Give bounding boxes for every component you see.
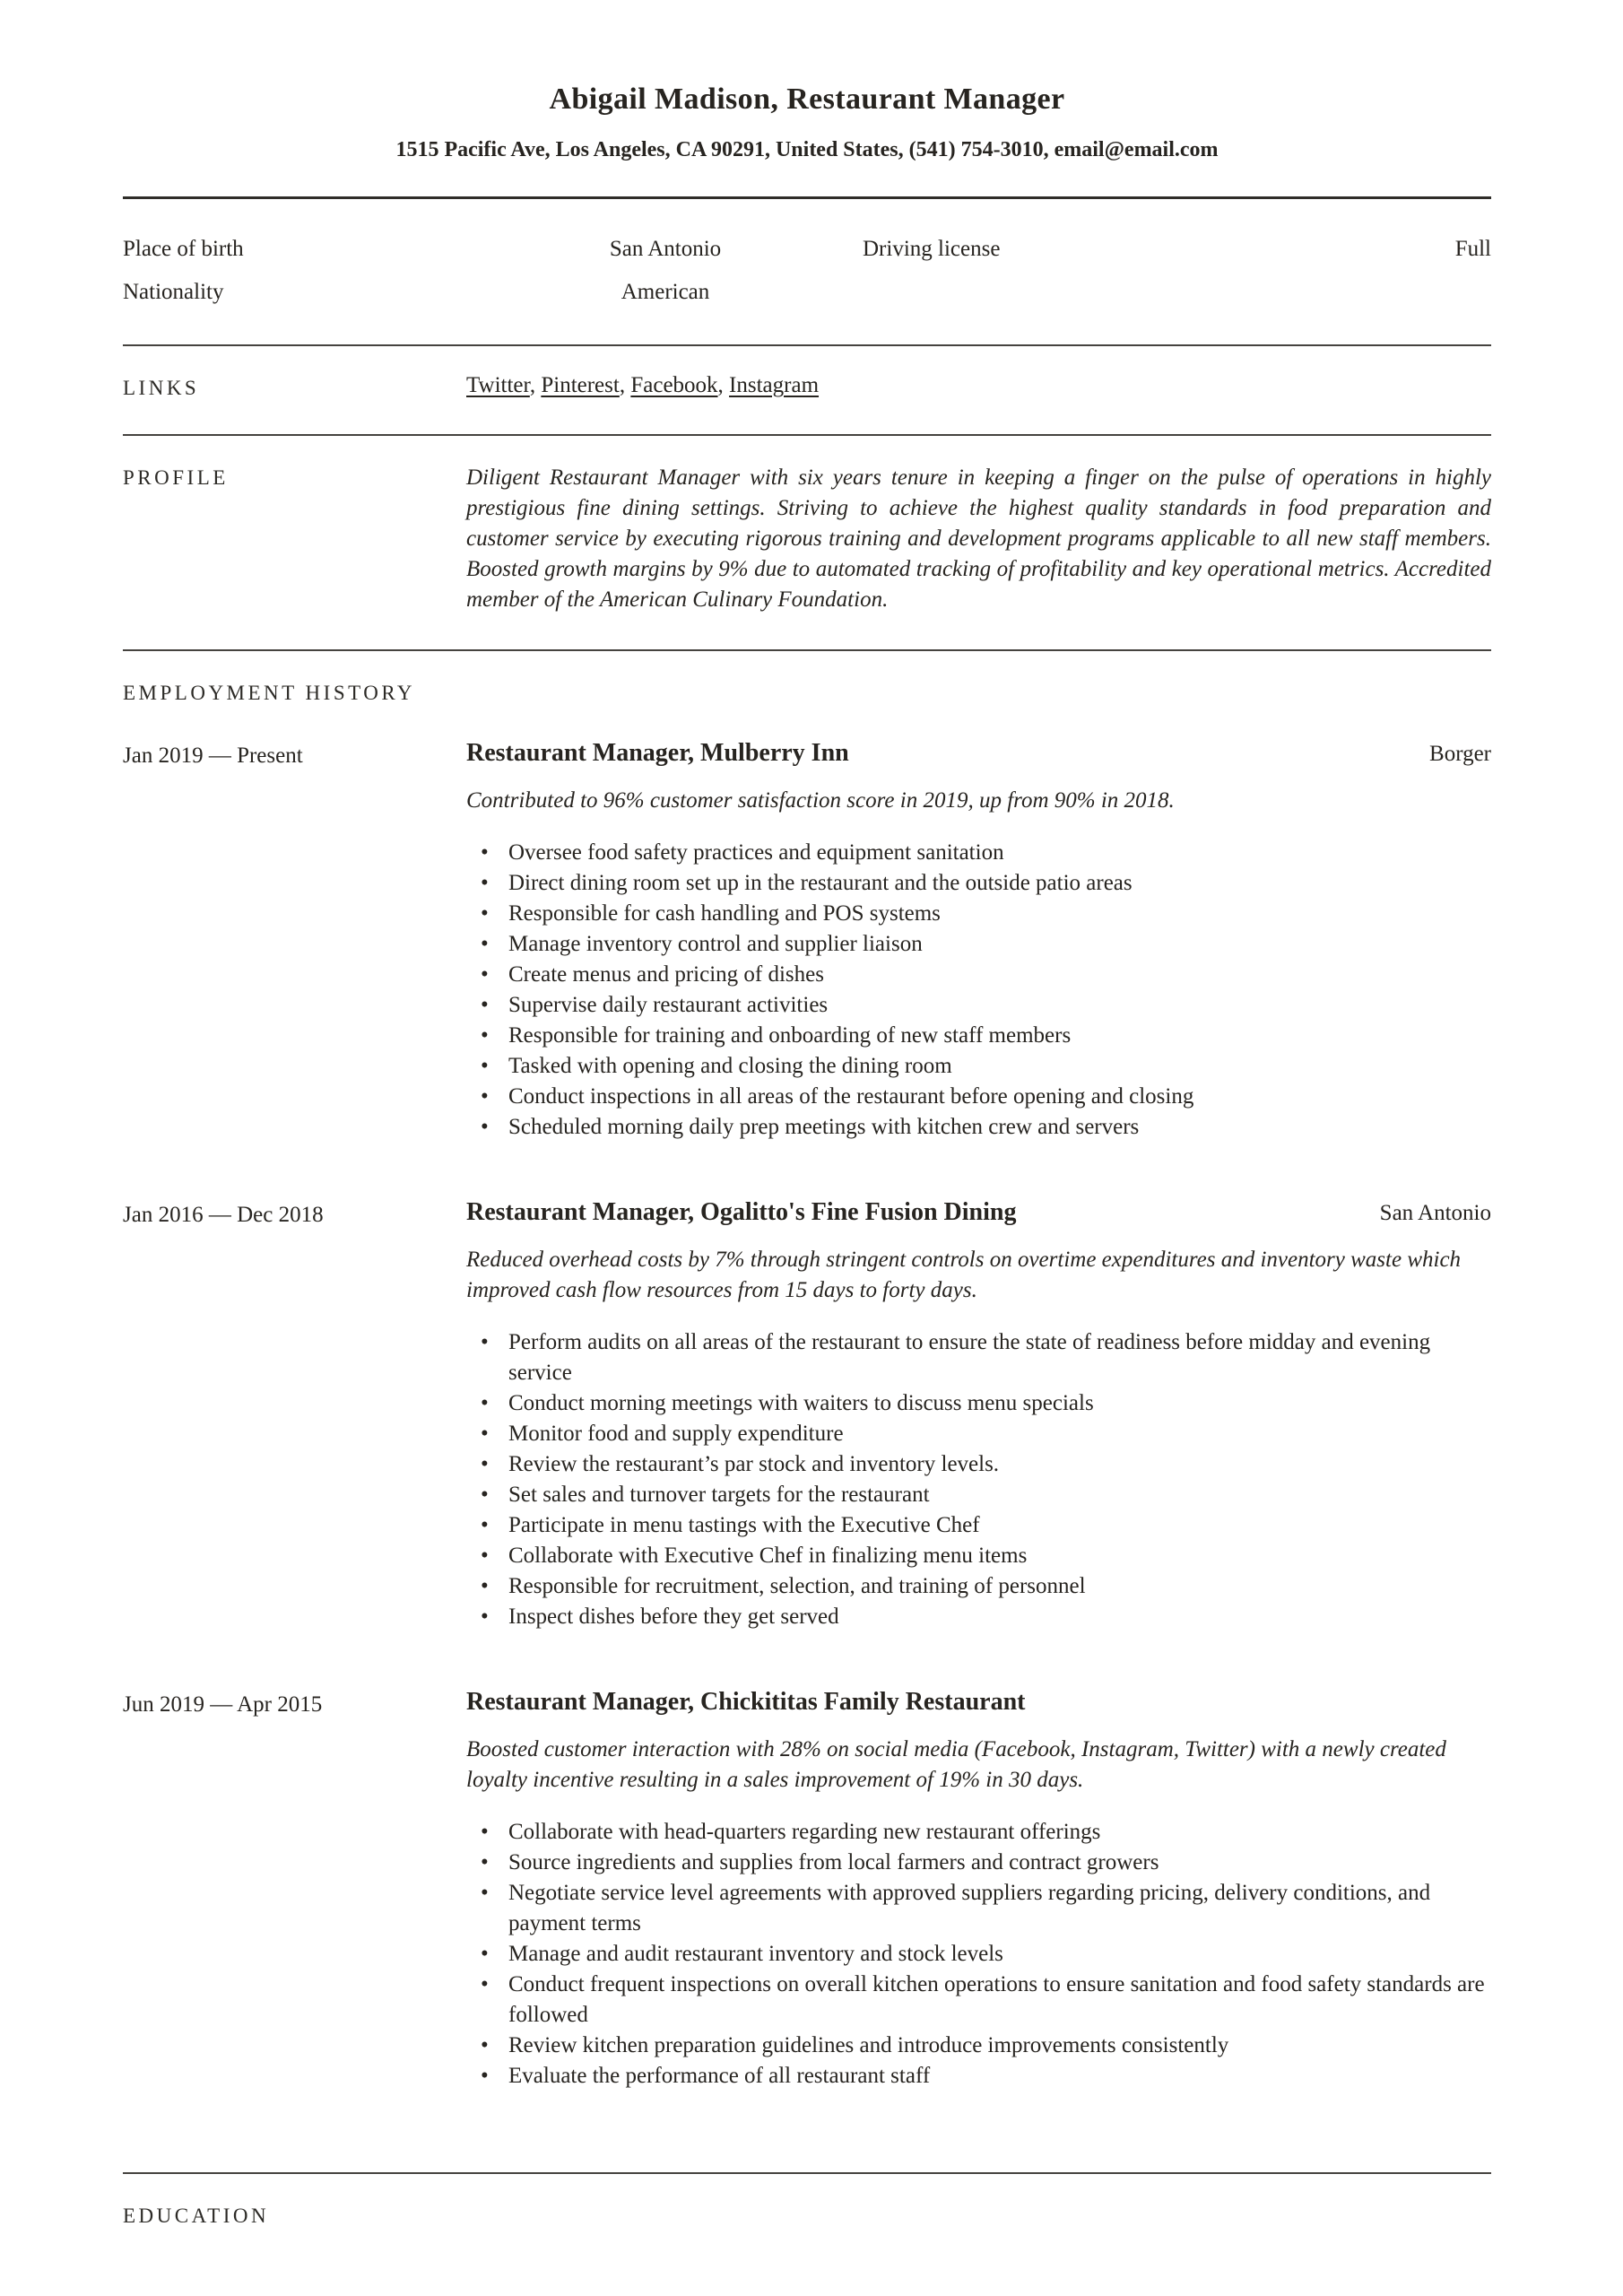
links-section	[123, 344, 1491, 434]
job-head	[466, 739, 1491, 768]
place-of-birth-label: Place of birth	[123, 237, 244, 261]
bullet-item: • Responsible for cash handling and POS systems	[466, 899, 1491, 929]
bullet-item: • Direct dining room set up in the restaurant and the outside patio areas	[466, 868, 1491, 899]
job-entry-chickititas	[123, 1688, 1491, 2092]
job-bullets	[466, 838, 1491, 1143]
bullet-item: • Tasked with opening and closing the dining room	[466, 1051, 1491, 1082]
contact-line: 1515 Pacific Ave, Los Angeles, CA 90291, United States, (541) 754-3010, email@email.com	[395, 138, 1219, 161]
bullet-item: • Review the restaurant’s par stock and inventory levels.	[466, 1449, 1491, 1480]
bullet-item: • Supervise daily restaurant activities	[466, 990, 1491, 1021]
bullet-item: • Review kitchen preparation guidelines and introduce improvements consistently	[466, 2031, 1491, 2061]
links-list	[466, 373, 1491, 400]
job-head	[466, 1688, 1491, 1717]
employment-section-title: EMPLOYMENT HISTORY	[123, 682, 416, 704]
job-summary: Reduced overhead costs by 7% through stringent controls on overtime expenditures and inventory waste which improved cash flow resources from 15 days to forty days.	[466, 1248, 1462, 1302]
education-section-title: EDUCATION	[123, 2205, 270, 2227]
bullet-item: • Monitor food and supply expenditure	[466, 1419, 1491, 1449]
job-body	[466, 1198, 1491, 1632]
job-dates: Jan 2019 — Present	[123, 744, 303, 768]
bullet-item: • Participate in menu tastings with the Executive Chef	[466, 1510, 1491, 1541]
resume-header	[123, 83, 1491, 162]
job-title: Restaurant Manager, Chickititas Family Restaurant	[466, 1688, 1026, 1716]
driving-license-label: Driving license	[863, 237, 1001, 261]
bullet-item: • Evaluate the performance of all restaurant staff	[466, 2061, 1491, 2092]
employment-section	[123, 649, 1491, 2172]
job-dates: Jan 2016 — Dec 2018	[123, 1203, 324, 1227]
bullet-item: • Create menus and pricing of dishes	[466, 960, 1491, 990]
link-twitter[interactable]: Twitter	[466, 373, 530, 397]
bullet-item: • Negotiate service level agreements with approved suppliers regarding pricing, delivery conditions, and payment terms	[466, 1878, 1491, 1939]
name-title: Abigail Madison, Restaurant Manager	[549, 83, 1065, 116]
bullet-item: • Conduct frequent inspections on overall kitchen operations to ensure sanitation and food safety standards are followed	[466, 1970, 1491, 2031]
education-section	[123, 2172, 1491, 2228]
job-summary: Contributed to 96% customer satisfaction score in 2019, up from 90% in 2018.	[466, 788, 1175, 813]
job-entry-mulberry-inn	[123, 739, 1491, 1143]
nationality-value: American	[621, 280, 710, 304]
place-of-birth-value: San Antonio	[609, 237, 722, 261]
details-section	[123, 199, 1491, 344]
driving-license-value: Full	[1454, 237, 1491, 261]
bullet-item: • Responsible for recruitment, selection, and training of personnel	[466, 1571, 1491, 1602]
job-bullets	[466, 1817, 1491, 2092]
link-separator: ,	[529, 373, 542, 397]
bullet-item: • Perform audits on all areas of the restaurant to ensure the state of readiness before midday and evening service	[466, 1327, 1491, 1388]
bullet-item: • Scheduled morning daily prep meetings with kitchen crew and servers	[466, 1112, 1491, 1143]
links-section-title: LINKS	[123, 377, 200, 399]
job-body	[466, 739, 1491, 1143]
job-title: Restaurant Manager, Mulberry Inn	[466, 739, 849, 767]
bullet-item: • Inspect dishes before they get served	[466, 1602, 1491, 1632]
bullet-item: • Oversee food safety practices and equipment sanitation	[466, 838, 1491, 868]
details-spacer	[863, 280, 1159, 305]
bullet-item: • Set sales and turnover targets for the restaurant	[466, 1480, 1491, 1510]
job-location: San Antonio	[1379, 1201, 1491, 1225]
job-entry-ogalittos	[123, 1198, 1491, 1632]
job-summary: Boosted customer interaction with 28% on social media (Facebook, Instagram, Twitter) with a newly created loyalty incentive resulting in a sales improvement of 19% in 30 days.	[466, 1737, 1446, 1792]
link-pinterest[interactable]: Pinterest	[541, 373, 620, 397]
job-bullets	[466, 1327, 1491, 1632]
bullet-item: • Conduct inspections in all areas of the restaurant before opening and closing	[466, 1082, 1491, 1112]
profile-section-title: PROFILE	[123, 466, 229, 489]
bullet-item: • Conduct morning meetings with waiters to discuss menu specials	[466, 1388, 1491, 1419]
bullet-item: • Collaborate with Executive Chef in finalizing menu items	[466, 1541, 1491, 1571]
link-separator: ,	[717, 373, 730, 397]
profile-text: Diligent Restaurant Manager with six years tenure in keeping a finger on the pulse of operations in highly prestigious fine dining settings. Striving to achieve the highest quality standards in food preparation and customer service by executing rigorous training and development programs applicable to all new staff members. Boosted growth margins by 9% due to automated tracking of profitability and key operational metrics. Accredited member of the American Culinary Foundation.	[466, 465, 1491, 612]
job-title: Restaurant Manager, Ogalitto's Fine Fusion Dining	[466, 1198, 1017, 1226]
bullet-item: • Collaborate with head-quarters regarding new restaurant offerings	[466, 1817, 1491, 1848]
bullet-item: • Source ingredients and supplies from local farmers and contract growers	[466, 1848, 1491, 1878]
link-facebook[interactable]: Facebook	[630, 373, 718, 397]
profile-section	[123, 434, 1491, 649]
link-separator: ,	[619, 373, 631, 397]
job-dates: Jun 2019 — Apr 2015	[123, 1692, 323, 1717]
job-body	[466, 1688, 1491, 2092]
link-instagram[interactable]: Instagram	[729, 373, 820, 397]
details-spacer	[1159, 280, 1491, 305]
job-location: Borger	[1429, 742, 1491, 766]
bullet-item: • Manage inventory control and supplier liaison	[466, 929, 1491, 960]
bullet-item: • Manage and audit restaurant inventory and stock levels	[466, 1939, 1491, 1970]
nationality-label: Nationality	[123, 280, 224, 304]
job-head	[466, 1198, 1491, 1227]
bullet-item: • Responsible for training and onboarding of new staff members	[466, 1021, 1491, 1051]
